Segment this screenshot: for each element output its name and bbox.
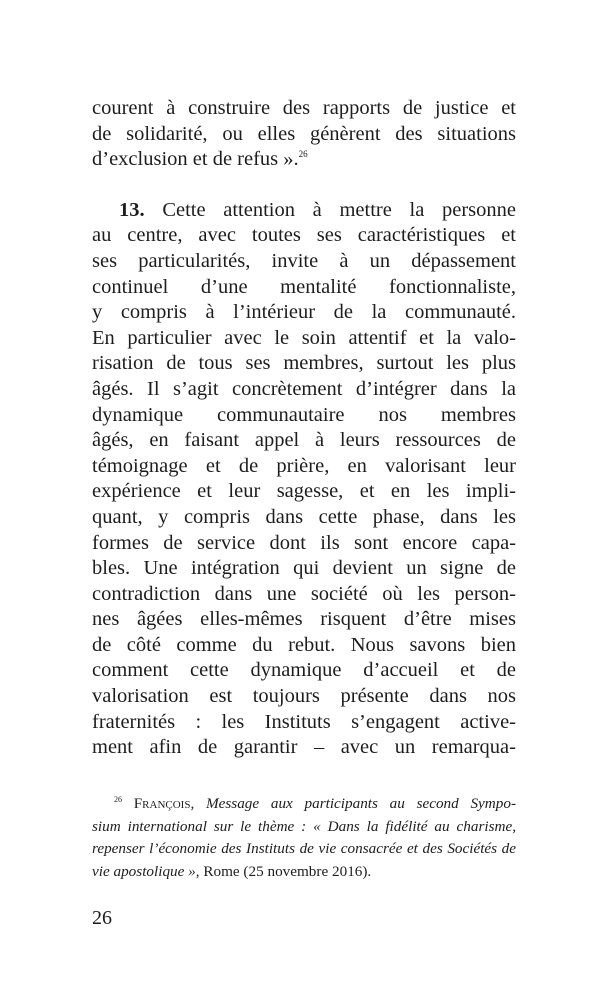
text-line: fraternités : les Instituts s’engagent active-	[92, 710, 516, 733]
text-line: continuel d’une mentalité fonctionnaliste,	[92, 275, 516, 298]
footnote-line: sium international sur le thème : « Dans la fidélité au charisme,	[92, 817, 516, 835]
footnote-line	[92, 861, 516, 884]
paragraph-continued	[92, 96, 516, 173]
text-line: comment cette dynamique d’accueil et de	[92, 659, 516, 682]
footnote-line	[92, 793, 516, 816]
paragraph-number: 13.	[119, 198, 145, 221]
text-line: de côté comme du rebut. Nous savons bien	[92, 633, 516, 656]
footnote	[92, 793, 516, 883]
text-line: courent à construire des rapports de justice et	[92, 97, 516, 119]
page-body	[92, 96, 516, 761]
footnote-citation: , Rome (25 novembre 2016).	[195, 862, 372, 880]
text-line-content: d’exclusion et de refus ».	[92, 148, 299, 171]
text-line: dynamique communautaire nos membres	[92, 403, 516, 426]
footnote-reference[interactable]: 26	[298, 149, 308, 160]
text-line: nes âgées elles-mêmes risquent d’être mises	[92, 608, 516, 631]
text-line	[92, 147, 516, 173]
text-line: formes de service dont ils sont encore capa-	[92, 531, 516, 554]
paragraph-13	[92, 198, 516, 761]
footnote-title: Message aux participants au second Sympo-	[206, 795, 517, 812]
text-line: En particulier avec le soin attentif et la valo-	[92, 326, 516, 349]
text-line: y compris à l’intérieur de la communauté.	[92, 301, 516, 324]
text-line: âgés. Il s’agit concrètement d’intégrer dans la	[92, 377, 516, 400]
text-line: âgés, en faisant appel à leurs ressources de	[92, 429, 516, 452]
page-number: 26	[92, 907, 112, 929]
text-line: valorisation est toujours présente dans nos	[92, 685, 516, 708]
text-line: au centre, avec toutes ses caractéristiques et	[92, 224, 516, 247]
text-line: quant, y compris dans cette phase, dans les	[92, 505, 516, 528]
text-line: expérience et leur sagesse, et en les impli-	[92, 480, 516, 503]
text-line: ment afin de garantir – avec un remarqua-	[92, 736, 516, 759]
text-line	[92, 198, 516, 224]
text-line: de solidarité, ou elles génèrent des situations	[92, 122, 516, 145]
footnote-line: repenser l’économie des Instituts de vie consacrée et des Sociétés de	[92, 840, 516, 858]
text-line: bles. Une intégration qui devient un signe de	[92, 557, 516, 580]
text-line: ses particularités, invite à un dépassement	[92, 249, 516, 272]
text-line-content: Cette attention à mettre la personne	[144, 198, 516, 221]
text-line: contradiction dans une société où les person-	[92, 582, 516, 605]
text-line: témoignage et de prière, en valorisant leur	[92, 454, 516, 477]
text-line: risation de tous ses membres, surtout les plus	[92, 352, 516, 375]
footnote-number: 26	[114, 794, 122, 804]
footnote-author: François,	[133, 795, 195, 812]
footnote-title-end: vie apostolique »	[92, 862, 196, 880]
